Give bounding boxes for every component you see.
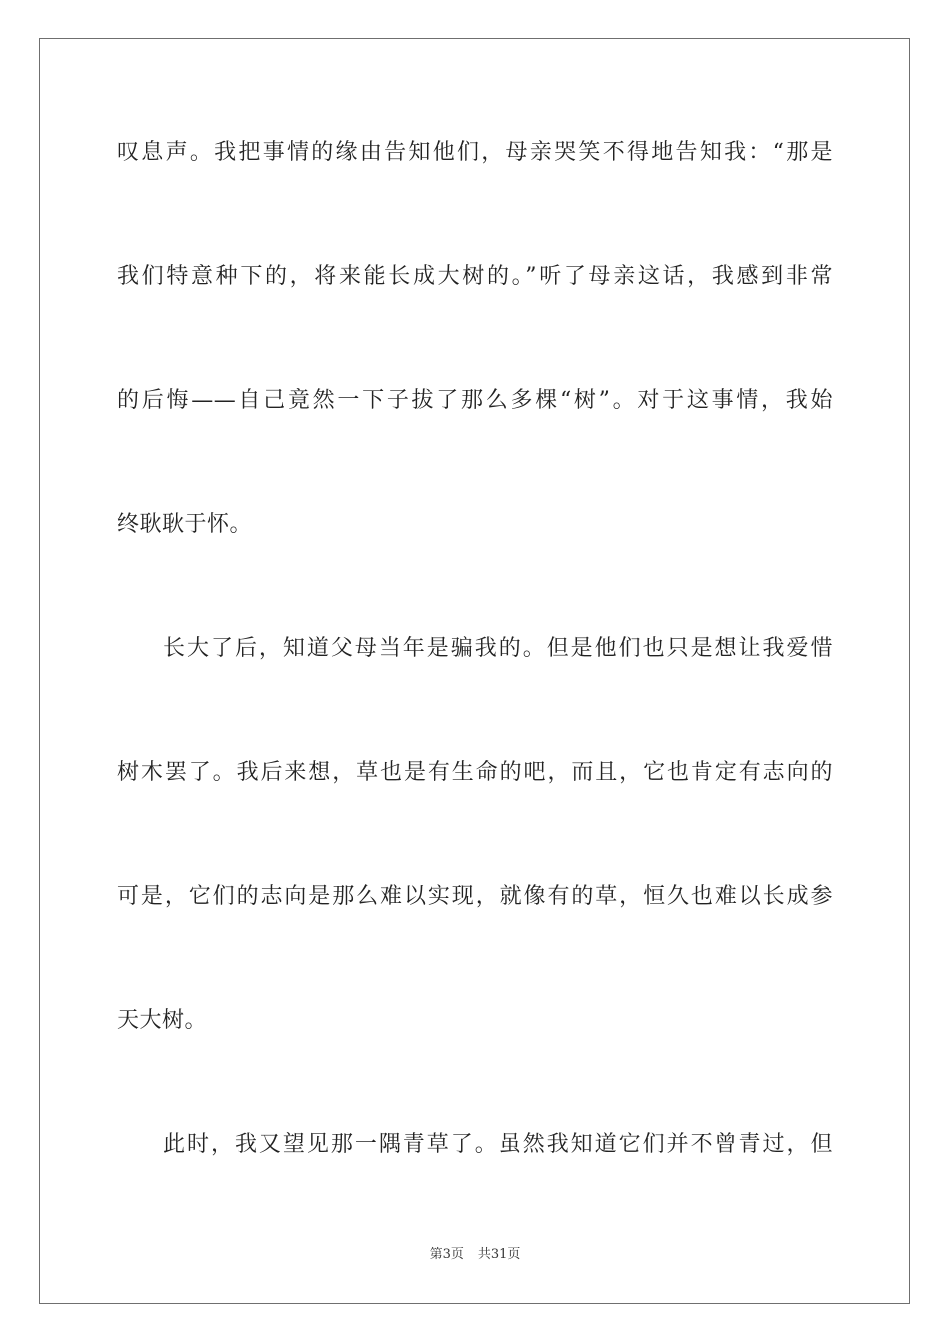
- paragraph-line-1: 叹息声。我把事情的缘由告知他们，母亲哭笑不得地告知我：“那是: [117, 140, 833, 165]
- paragraph-line-4: 终耿耿于怀。: [117, 512, 253, 537]
- paragraph-line-6: 树木罢了。我后来想，草也是有生命的吧，而且，它也肯定有志向的: [117, 760, 833, 785]
- page-footer: [0, 1246, 950, 1264]
- paragraph-line-7: 可是，它们的志向是那么难以实现，就像有的草，恒久也难以长成参: [117, 884, 833, 909]
- page-border: [39, 38, 910, 1304]
- page-total: 共31页: [477, 1247, 521, 1262]
- paragraph-line-5: 长大了后，知道父母当年是骗我的。但是他们也只是想让我爱惜: [163, 636, 833, 661]
- paragraph-line-3: 的后悔——自己竟然一下子拔了那么多棵“树”。对于这事情，我始: [117, 388, 833, 413]
- paragraph-line-9: 此时，我又望见那一隅青草了。虽然我知道它们并不曾青过，但: [163, 1132, 833, 1157]
- paragraph-line-8: 天大树。: [117, 1008, 208, 1033]
- paragraph-line-2: 我们特意种下的，将来能长成大树的。”听了母亲这话，我感到非常: [117, 264, 833, 289]
- page-number: 第3页: [429, 1247, 464, 1262]
